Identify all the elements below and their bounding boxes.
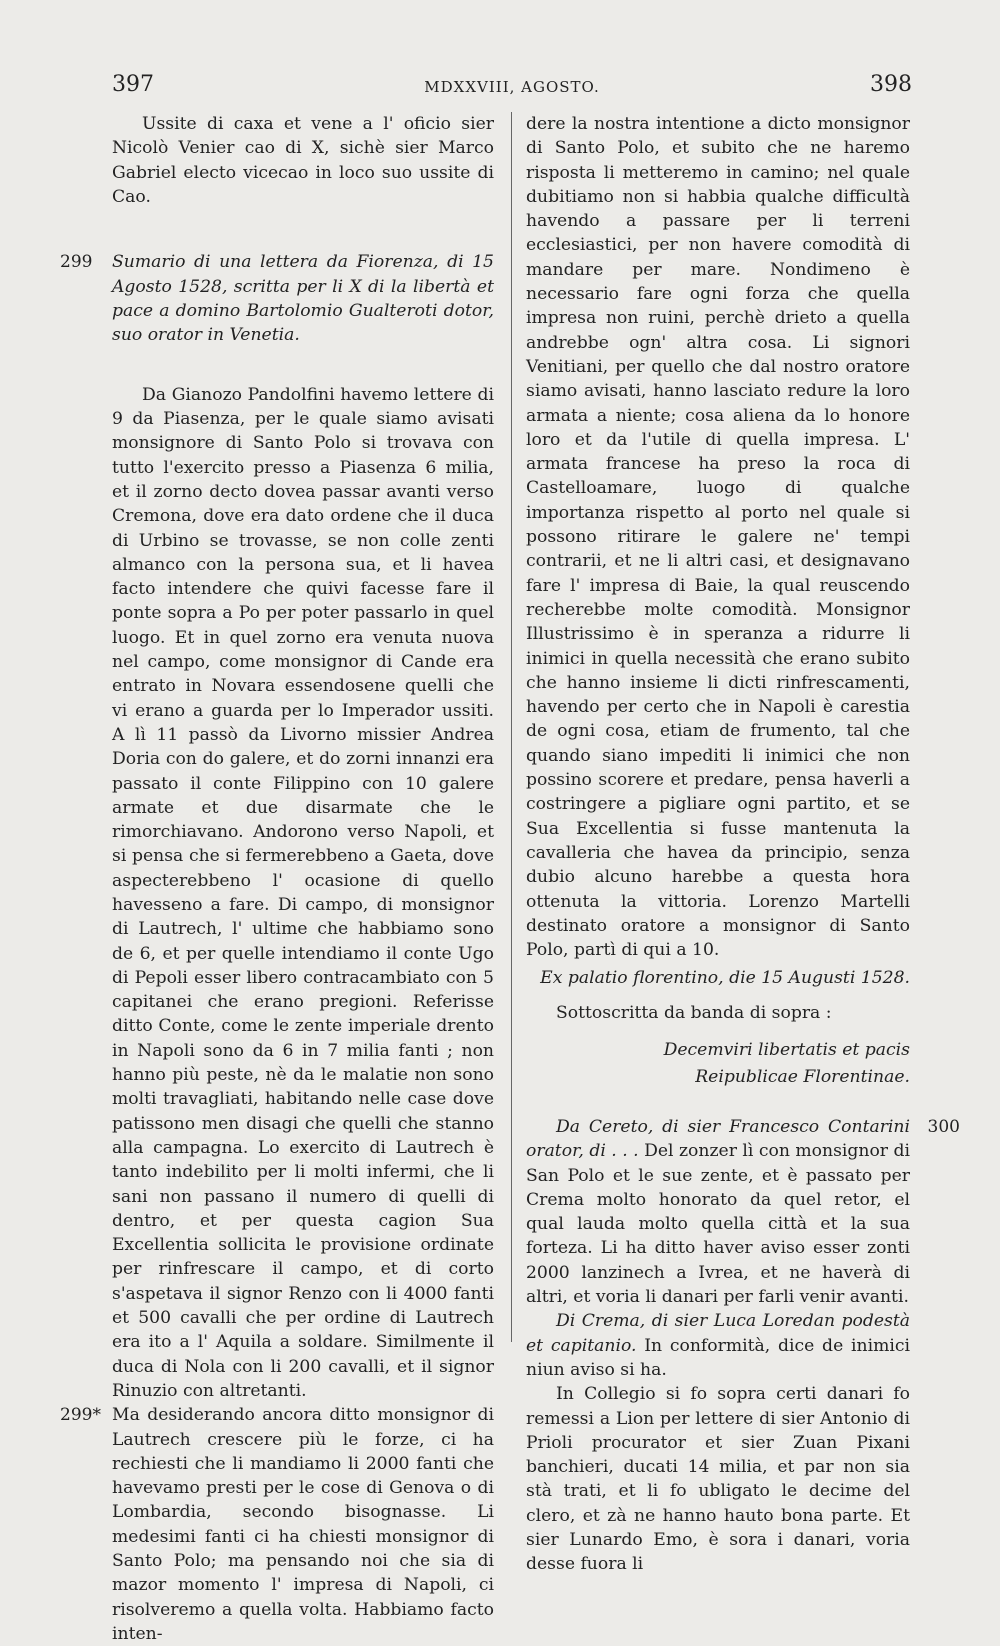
dateline: Ex palatio florentino, die 15 Augusti 1528. (540, 968, 910, 989)
signature-line-1: Decemviri libertatis et pacis (663, 1039, 910, 1060)
crema-body: In conformità, dice de inimici niun aviso si ha. (526, 1335, 910, 1380)
summary-heading: Sumario di una lettera da Fiorenza, di 15 Agosto 1528, scritta per li X di la libertà et pace a domino Bartolomio Gualteroti dotor, suo orator in Venetia. (112, 252, 494, 346)
subscription-line: Sottoscritta da banda di sopra : (556, 1002, 832, 1023)
right-paragraph-crema (526, 1309, 910, 1382)
left-paragraph-3: Ma desiderando ancora ditto monsignor di Lautrech crescere più le forze, ci ha rechiesti che li mandiamo li 2000 fanti che havevamo presti per le cose di Genova o di Lombardia, secondo bisognasse. Li medesimi fanti ci ha chiesti monsignor di Santo Polo; ma pensando noi che sia di mazor momento l' impresa di Napoli, ci risolveremo a quella volta. Habbiamo facto inten- (112, 1405, 494, 1644)
margin-number-300: 300 (927, 1116, 960, 1137)
right-column (526, 112, 960, 1577)
right-paragraph-cereto (526, 1115, 910, 1309)
page-number-right: 398 (870, 72, 912, 97)
left-paragraph-2: Da Gianozo Pandolfini havemo lettere di 9 da Piasenza, per le quale siamo avisati monsignore di Santo Polo si trovava con tutto l'exercito presso a Piasenza 6 milia, et il zorno decto dovea passar avanti verso Cremona, dove era dato ordene che il duca di Urbino se trovasse, se non colle zenti almanco con la persona sua, et li havea facto intendere che quivi facesse fare il ponte sopra a Po per poter passarlo in quel luogo. Et in quel zorno era venuta nuova nel campo, come monsignor di Cande era entrato in Novara essendosene quelli che vi erano a guarda per lo Imperador ussiti. A lì 11 passò da Livorno missier Andrea Doria con do galere, et do zorni innanzi era passato il conte Filippino con 10 galere armate et due disarmate che le rimorchiavano. Andorono verso Napoli, et si pensa che si fermerebbeno a Gaeta, dove aspecterebbeno l' ocasione di quello havesseno a fare. Di campo, di monsignor di Lautrech, l' ultime che habbiamo sono de 6, et per quelle intendiamo il conte Ugo di Pepoli esser libero contracambiato con 5 capitanei che erano pregioni. Referisse ditto Conte, come le zente imperiale drento in Napoli sono da 6 in 7 milia fanti ; non hanno più peste, nè da le malatie non sono molti travagliati, habitando nelle case dove patissono men disagi che quelli che stanno alla campagna. Lo exercito di Lautrech è tanto indebilito per li molti infermi, che li sani non passano il numero di quelli di dentro, et per questa cagion Sua Excellentia sollicita le provisione ordinate per rinfrescare il campo, et di corto s'aspetava il signor Renzo con li 4000 fanti et 500 cavalli che per ordine di Lautrech era ito a l' Aquila a soldare. Similmente il duca di Nola con li 200 cavalli, et il signor Rinuzio con altretanti. (112, 384, 494, 1401)
summary-heading-block (60, 250, 494, 347)
page-header (112, 72, 912, 102)
cereto-heading: Da Cereto, di sier Francesco Contarini orator, di . . . (526, 1116, 910, 1162)
cereto-body: Del zonzer lì con monsignor di San Polo et le sue zente, et è passato per Crema molto honorato da quel retor, el qual lauda molto quella città et la sua forteza. Li ha ditto haver aviso esser zonti 2000 lanzinech a Ivrea, et ne haverà di altri, et voria li danari per farli venir avanti. (526, 1141, 910, 1308)
left-column (60, 112, 494, 1646)
margin-number-299: 299 (60, 252, 93, 273)
left-paragraph-1: Ussite di caxa et vene a l' oficio sier Nicolò Venier cao di X, sichè sier Marco Gabriel electo vicecao in loco suo ussite di Cao. (112, 114, 494, 207)
signature-line-2: Reipublicae Florentinae. (695, 1066, 910, 1087)
crema-heading: Di Crema, di sier Luca Loredan podestà et capitanio. (526, 1311, 910, 1356)
right-paragraph-1: dere la nostra intentione a dicto monsignor di Santo Polo, et subito che ne haremo risposta li metteremo in camino; nel quale dubitiamo non si habbia qualche difficultà havendo a passare per li terreni ecclesiastici, per non havere comodità di mandare per mare. Nondimeno è necessario fare ogni forza che quella impresa non ruini, perchè drieto a quella andrebbe ogn' altra cosa. Li signori Venitiani, per quello che dal nostro oratore siamo avisati, hanno lasciato redure la loro armata a niente; cosa aliena da lo honore loro et da l'utile di quella impresa. L' armata francese ha preso la roca di Castelloamare, luogo di qualche importanza rispetto al porto nel quale si possono ritirare le galere ne' tempi contrarii, et ne li altri casi, et designavano fare l' impresa di Baie, la qual reuscendo recherebbe molte comodità. Monsignor Illustrissimo è in speranza a ridurre li inimici in quella necessità che erano subito che hanno insieme li dicti rinfrescamenti, havendo per certo che in Napoli è carestia de ogni cosa, etiam de frumento, tal che quando siano impediti li inimici che non possino scorere et predare, pensa haverli a costringere a pigliare ogni partito, et se Sua Excellentia si fusse mantenuta la cavalleria che havea da principio, senza dubio alcuno harebbe a questa hora ottenuta la vittoria. Lorenzo Martelli destinato oratore a monsignor di Santo Polo, partì di qui a 10. (526, 114, 910, 961)
column-divider (511, 112, 512, 1342)
page-number-left: 397 (112, 72, 154, 97)
running-title: MDXXVIII, AGOSTO. (424, 78, 600, 96)
right-paragraph-collegio: In Collegio si fo sopra certi danari fo remessi a Lion per lettere di sier Antonio di Prioli procurator et sier Zuan Pixani banchieri, ducati 14 milia, et par non sia stà trati, et li fo ubligato le decime del clero, et zà ne hanno hauto bona parte. Et sier Lunardo Emo, è sora i danari, voria desse fuora li (526, 1384, 910, 1575)
cereto-block (526, 1115, 960, 1309)
margin-number-299-star: 299* (60, 1405, 101, 1426)
